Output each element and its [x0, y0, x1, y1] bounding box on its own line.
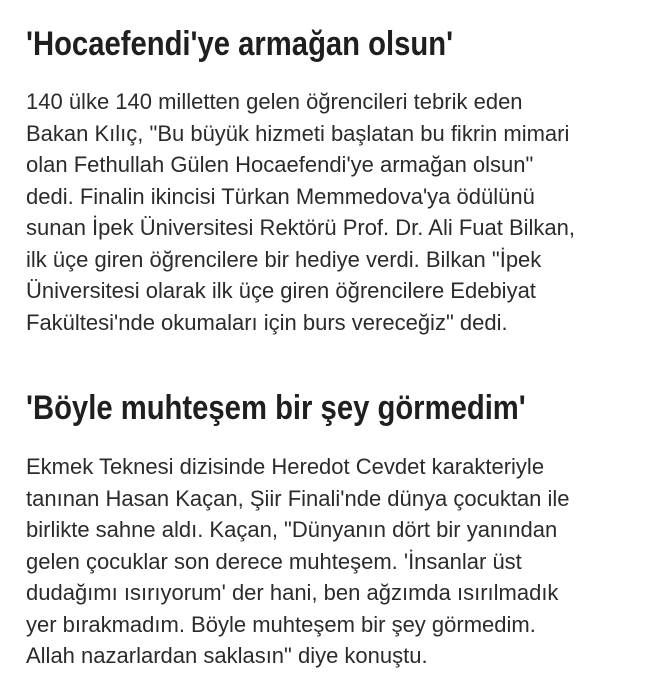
paragraph-line: gelen çocuklar son derece muhteşem. 'İnsanlar üst: [26, 548, 522, 574]
paragraph-line: tanınan Hasan Kaçan, Şiir Finali'nde dünya çocuktan ile: [26, 485, 570, 511]
section-heading-muhtesem: 'Böyle muhteşem bir şey görmedim': [26, 389, 526, 427]
paragraph-line: Allah nazarlardan saklasın" diye konuştu.: [26, 643, 428, 668]
section-paragraph-hocaefendi: [26, 86, 656, 338]
paragraph-line: Bakan Kılıç, "Bu büyük hizmeti başlatan bu fikrin mimari: [26, 120, 570, 146]
paragraph-line: olan Fethullah Gülen Hocaefendi'ye armağan olsun": [26, 152, 534, 177]
paragraph-line: Ekmek Teknesi dizisinde Heredot Cevdet karakteriyle: [26, 454, 545, 479]
paragraph-line: Fakültesi'nde okumaları için burs vereceğiz" dedi.: [26, 309, 508, 335]
paragraph-line: sunan İpek Üniversitesi Rektörü Prof. Dr. Ali Fuat Bilkan,: [26, 215, 576, 240]
paragraph-line: dedi. Finalin ikincisi Türkan Memmedova'ya ödülünü: [26, 183, 535, 209]
paragraph-line: birlikte sahne aldı. Kaçan, "Dünyanın dört bir yanından: [26, 517, 558, 542]
paragraph-line: Üniversitesi olarak ilk üçe giren öğrencilere Edebiyat: [26, 278, 536, 303]
paragraph-line: yer bırakmadım. Böyle muhteşem bir şey görmedim.: [26, 611, 536, 637]
paragraph-line: 140 ülke 140 milletten gelen öğrencileri tebrik eden: [26, 89, 523, 114]
paragraph-line: ilk üçe giren öğrencilere bir hediye verdi. Bilkan "İpek: [26, 246, 542, 272]
paragraph-line: dudağımı ısırıyorum' der hani, ben ağzımda ısırılmadık: [26, 580, 559, 605]
section-paragraph-muhtesem: [26, 451, 656, 672]
section-heading-hocaefendi: 'Hocaefendi'ye armağan olsun': [26, 25, 454, 63]
